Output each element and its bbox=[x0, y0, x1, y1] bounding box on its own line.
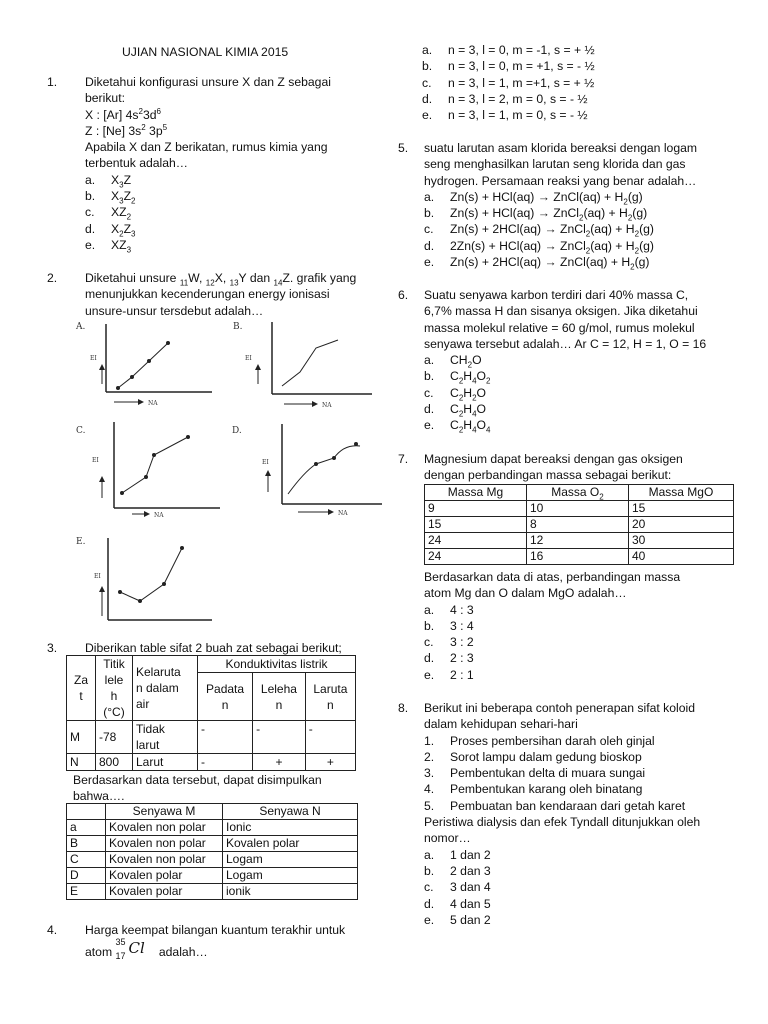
option-b[interactable]: b. n = 3, l = 0, m = +1, s = - ½ bbox=[422, 59, 595, 74]
table-row: M -78 Tidak larut - - - bbox=[67, 721, 356, 754]
header-titik-leleh: Titik lele h (°C) bbox=[96, 656, 133, 721]
option-c[interactable]: c. $XZ_2$ bbox=[85, 205, 132, 222]
question-5 bbox=[398, 140, 743, 270]
option-b[interactable]: b. Zn(s) + HCl(aq) → ZnCl$_2$(aq) + $H_2(g)$ bbox=[424, 206, 648, 223]
table-row: 9 10 15 bbox=[425, 501, 734, 517]
option-b[interactable]: b. $C_2H_4O_2$ bbox=[424, 369, 491, 386]
table-row: 24 12 30 bbox=[425, 533, 734, 549]
question-number: 3. bbox=[47, 641, 58, 655]
option-d[interactable]: d. n = 3, l = 2, m = 0, s = - ½ bbox=[422, 91, 588, 106]
option-c[interactable]: c. $C_2H_2O$ bbox=[424, 385, 487, 403]
question-stem-line: Suatu senyawa karbon terdiri dari 40% massa C, bbox=[424, 288, 689, 302]
question-stem-line: dengan perbandingan massa sebagai berikut: bbox=[424, 468, 672, 483]
option-d[interactable]: D Kovalen polar Logam bbox=[67, 868, 358, 884]
graph-e-label[interactable]: E. bbox=[76, 537, 86, 547]
option-a[interactable]: a Kovalen non polar Ionic bbox=[67, 820, 358, 836]
graph-c-label[interactable]: C. bbox=[76, 426, 86, 436]
option-b[interactable]: B Kovalen non polar Kovalen polar bbox=[67, 836, 358, 852]
option-c[interactable]: c. n = 3, l = 1, m =+1, s = + ½ bbox=[422, 75, 595, 90]
header-larutan: Laruta n bbox=[305, 673, 355, 721]
axis-label-na: NA bbox=[322, 402, 332, 409]
graph-e[interactable] bbox=[92, 538, 212, 632]
graph-a[interactable] bbox=[92, 322, 212, 416]
question-stem-line: Diberikan table sifat 2 buah zat sebagai berikut; bbox=[85, 641, 342, 655]
graph-b[interactable] bbox=[245, 322, 382, 416]
header-padatan: Padata n bbox=[198, 673, 253, 721]
list-item: 5. Pembuatan ban kendaraan dari getah karet bbox=[424, 798, 686, 813]
graph-d-label[interactable]: D. bbox=[232, 426, 242, 436]
question-stem-line: Diketahui konfigurasi unsure X dan Z sebagai bbox=[85, 75, 331, 89]
option-c[interactable]: c. Zn(s) + 2HCl(aq) → ZnCl$_2$(aq) + $H_2(g)$ bbox=[424, 222, 654, 239]
table-row: 15 8 20 bbox=[425, 517, 734, 533]
graph-b-label[interactable]: B. bbox=[233, 322, 243, 332]
question-stem-line: Berdasarkan data tersebut, dapat disimpulkan bbox=[73, 773, 322, 787]
mass-table: Massa Mg Massa $O_2$ Massa MgO 9 10 15 15 8 20 24 12 30 24 16 40 bbox=[424, 484, 734, 565]
option-e[interactable]: e. $XZ_3$ bbox=[85, 237, 132, 255]
question-6 bbox=[398, 287, 743, 434]
header-kelarutan: Kelaruta n dalam air bbox=[133, 656, 198, 721]
header-zat: Za t bbox=[67, 656, 96, 721]
option-d[interactable]: d. 2Zn(s) + HCl(aq) → ZnCl$_2$(aq) + $H_2(g)$ bbox=[424, 238, 654, 256]
question-4-options bbox=[422, 42, 722, 123]
question-3 bbox=[47, 640, 377, 656]
axis-label-ei: EI bbox=[262, 459, 269, 466]
option-b[interactable]: b. 3 : 4 bbox=[424, 618, 474, 633]
axis-label-ei: EI bbox=[90, 355, 97, 362]
question-number: 4. bbox=[47, 923, 58, 937]
option-a[interactable]: a. n = 3, l = 0, m = -1, s = + ½ bbox=[422, 43, 595, 57]
question-stem-line: Berdasarkan data di atas, perbandingan massa bbox=[424, 570, 681, 584]
question-number: 1. bbox=[47, 75, 58, 89]
option-d[interactable]: d. 2 : 3 bbox=[424, 651, 474, 666]
graph-a-label[interactable]: A. bbox=[76, 322, 86, 332]
option-c[interactable]: c. 3 : 2 bbox=[424, 635, 474, 650]
option-e[interactable]: e. 2 : 1 bbox=[424, 667, 474, 682]
option-e[interactable]: e. 5 dan 2 bbox=[424, 912, 491, 927]
axis-label-na: NA bbox=[148, 400, 158, 407]
question-stem-line: suatu larutan asam klorida bereaksi dengan logam bbox=[424, 141, 698, 155]
option-e[interactable]: e. Zn(s) + 2HCl(aq) → ZnCl(aq) + $H_2(g)$ bbox=[424, 255, 650, 272]
table-row: 24 16 40 bbox=[425, 549, 734, 565]
axis-label-ei: EI bbox=[92, 457, 99, 464]
question-stem-line: terbentuk adalah… bbox=[85, 156, 188, 171]
question-stem-line: seng menghasilkan larutan seng klorida dan gas bbox=[424, 157, 686, 172]
list-item: 4. Pembentukan karang oleh binatang bbox=[424, 782, 643, 797]
question-2 bbox=[47, 270, 377, 319]
question-stem-line: massa molekul relative = 60 g/mol, rumus molekul bbox=[424, 320, 695, 335]
graph-d[interactable] bbox=[264, 420, 384, 524]
question-stem-line: Peristiwa dialysis dan efek Tyndall ditunjukkan oleh bbox=[424, 815, 701, 830]
option-d[interactable]: d. $X_2Z_3$ bbox=[85, 221, 136, 239]
option-a[interactable]: a. 1 dan 2 bbox=[424, 847, 491, 862]
question-1 bbox=[47, 74, 377, 253]
question-stem-line: berikut: bbox=[85, 91, 125, 106]
axis-label-ei: EI bbox=[245, 355, 252, 362]
option-e[interactable]: e. n = 3, l = 1, m = 0, s = - ½ bbox=[422, 108, 588, 123]
config-x: X : [Ar] $4s^23d^6$ bbox=[85, 106, 161, 122]
question-stem-line: dalam kehidupan sehari-hari bbox=[424, 717, 578, 732]
axis-label-ei: EI bbox=[94, 573, 101, 580]
question-7-part2 bbox=[424, 569, 744, 683]
question-stem-line: atom 35 17 Cl adalah… bbox=[85, 937, 208, 962]
header-lelehan: Leleha n bbox=[253, 673, 306, 721]
option-d[interactable]: d. $C_2H_4O$ bbox=[424, 402, 487, 419]
option-e[interactable]: e. $C_2H_4O_4$ bbox=[424, 418, 491, 435]
question-stem-line: Apabila X dan Z berikatan, rumus kimia yang bbox=[85, 140, 328, 155]
question-number: 6. bbox=[398, 288, 409, 302]
question-number: 5. bbox=[398, 141, 409, 155]
question-stem-line: nomor… bbox=[424, 831, 471, 846]
question-stem-line: menunjukkan kecenderungan energy ionisasi bbox=[85, 287, 330, 302]
property-table bbox=[66, 655, 356, 771]
question-7 bbox=[398, 451, 743, 484]
option-a[interactable]: a. 4 : 3 bbox=[424, 602, 474, 617]
answer-table: Senyawa M Senyawa N a Kovalen non polar Ionic B Kovalen non polar Kovalen polar C Kovalen non polar Logam D Kovalen polar Logam E Kovalen polar ionik bbox=[66, 803, 358, 900]
option-d[interactable]: d. 4 dan 5 bbox=[424, 896, 491, 911]
question-stem-line: senyawa tersebut adalah… Ar C = 12, H = 1, O = 16 bbox=[424, 336, 707, 351]
question-number: 2. bbox=[47, 271, 58, 285]
question-stem-line: Diketahui unsure $_{11}$W, $_{12}$X, $_{13}$Y dan $_{14}$Z. grafik yang bbox=[85, 271, 357, 288]
question-number: 7. bbox=[398, 452, 409, 466]
option-c[interactable]: C Kovalen non polar Logam bbox=[67, 852, 358, 868]
page-title: UJIAN NASIONAL KIMIA 2015 bbox=[122, 45, 289, 59]
question-8 bbox=[398, 700, 748, 928]
table-row: N 800 Larut - + + bbox=[67, 754, 356, 771]
question-stem-line: Magnesium dapat bereaksi dengan gas oksigen bbox=[424, 452, 683, 466]
graph-c[interactable] bbox=[92, 420, 220, 524]
header-konduktivitas: Konduktivitas listrik bbox=[198, 656, 356, 673]
option-a[interactable]: a. $X_3Z$ bbox=[85, 172, 132, 190]
list-item: 1. Proses pembersihan darah oleh ginjal bbox=[424, 733, 655, 748]
list-item: 2. Sorot lampu dalam gedung bioskop bbox=[424, 749, 642, 764]
question-stem-line: hydrogen. Persamaan reaksi yang benar adalah… bbox=[424, 173, 697, 188]
question-stem-line: atom Mg dan O dalam MgO adalah… bbox=[424, 586, 627, 601]
question-stem-line: 6,7% massa H dan sisanya oksigen. Jika diketahui bbox=[424, 304, 698, 319]
question-stem-line: bahwa…. bbox=[73, 789, 125, 803]
option-b[interactable]: b. $X_3Z_2$ bbox=[85, 189, 136, 206]
option-b[interactable]: b. 2 dan 3 bbox=[424, 863, 491, 878]
question-stem-line: Berikut ini beberapa contoh penerapan sifat koloid bbox=[424, 701, 696, 715]
option-e[interactable]: E Kovalen polar ionik bbox=[67, 884, 358, 900]
option-a[interactable]: a. Zn(s) + HCl(aq) → ZnCl(aq) + $H_2(g)$ bbox=[424, 189, 643, 207]
axis-label-na: NA bbox=[338, 510, 348, 517]
option-a[interactable]: a. $CH_2O$ bbox=[424, 353, 482, 370]
axis-label-na: NA bbox=[154, 512, 164, 519]
question-stem-line: unsure-unsur tersdebut adalah… bbox=[85, 303, 264, 318]
option-c[interactable]: c. 3 dan 4 bbox=[424, 880, 491, 895]
question-number: 8. bbox=[398, 701, 409, 715]
list-item: 3. Pembentukan delta di muara sungai bbox=[424, 766, 646, 781]
question-4 bbox=[47, 922, 377, 961]
config-z: Z : [Ne] $3s^2$ $3p^5$ bbox=[85, 122, 168, 138]
question-stem-line: Harga keempat bilangan kuantum terakhir untuk bbox=[85, 923, 346, 937]
